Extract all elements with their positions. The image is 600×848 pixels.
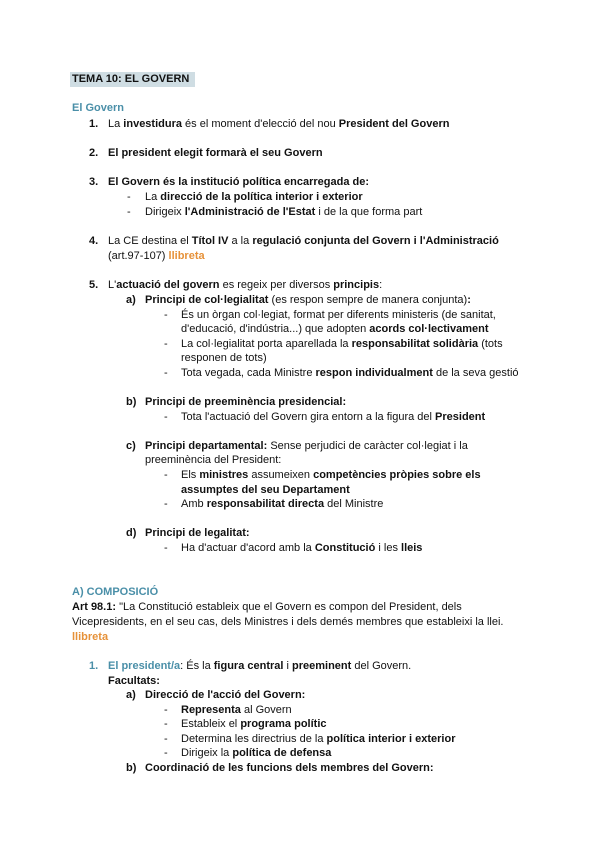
section-heading-composicio: A) COMPOSICIÓ	[72, 586, 159, 598]
faculty-direction: Direcció de l'acció del Govern:	[145, 689, 306, 701]
dash: -	[164, 367, 168, 379]
sub-item-cont: assumptes del seu Departament	[181, 484, 350, 496]
list-number-2: 2.	[89, 147, 99, 159]
sub-item: És un òrgan col·legiat, format per diferents ministeris (de sanitat,	[181, 309, 496, 321]
letter-c: c)	[126, 440, 136, 452]
sub-item: Representa al Govern	[181, 704, 292, 716]
letter-b: b)	[126, 762, 137, 774]
section-heading-el-govern: El Govern	[72, 102, 124, 114]
sub-item: Dirigeix la política de defensa	[181, 747, 332, 759]
dash: -	[164, 747, 168, 759]
list-item-2: El president elegit formarà el seu Govern	[108, 147, 323, 159]
list-item-1: La investidura és el moment d'elecció del nou President del Govern	[108, 118, 450, 130]
sub-item-cont: responen de tots)	[181, 352, 267, 364]
principle-legality: Principi de legalitat:	[145, 527, 250, 539]
article-98-1-cont: Vicepresidents, en el seu cas, dels Ministres i dels demés membres que estableixi la llei.	[72, 616, 504, 628]
principle-departmental: Principi departamental: Sense perjudici de caràcter col·legiat i la	[145, 440, 468, 452]
article-98-1: Art 98.1: "La Constitució estableix que el Govern es compon del President, dels	[72, 601, 462, 613]
list-number-4: 4.	[89, 235, 99, 247]
dash: -	[164, 542, 168, 554]
president-item: El president/a: És la figura central i preeminent del Govern.	[108, 660, 412, 672]
letter-d: d)	[126, 527, 137, 539]
page-title: TEMA 10: EL GOVERN	[70, 72, 195, 87]
notebook-tag: llibreta	[168, 250, 205, 262]
dash: -	[164, 469, 168, 481]
list-number-5: 5.	[89, 279, 99, 291]
letter-a: a)	[126, 294, 136, 306]
principle-collegiality: Principi de col·legialitat (es respon sempre de manera conjunta):	[145, 294, 471, 306]
sub-item-cont: d'educació, d'indústria...) que adopten acords col·lectivament	[181, 323, 489, 335]
sub-item: Els ministres assumeixen competències pròpies sobre els	[181, 469, 481, 481]
list-number-3: 3.	[89, 176, 99, 188]
dash: -	[127, 191, 131, 203]
list-item-4-cont: (art.97-107) llibreta	[108, 250, 205, 262]
facultats-label: Facultats:	[108, 675, 160, 687]
dash: -	[164, 411, 168, 423]
principle-presidential: Principi de preeminència presidencial:	[145, 396, 347, 408]
dash: -	[164, 718, 168, 730]
list-number-1: 1.	[89, 118, 99, 130]
dash: -	[164, 338, 168, 350]
notebook-tag: llibreta	[72, 631, 109, 643]
list-item-4: La CE destina el Títol IV a la regulació conjunta del Govern i l'Administració	[108, 235, 499, 247]
sub-item: La direcció de la política interior i exterior	[145, 191, 363, 203]
letter-a: a)	[126, 689, 136, 701]
sub-item: Estableix el programa polític	[181, 718, 327, 730]
dash: -	[164, 704, 168, 716]
sub-item: Amb responsabilitat directa del Ministre	[181, 498, 384, 510]
list-number-1: 1.	[89, 660, 99, 672]
sub-item: La col·legialitat porta aparellada la responsabilitat solidària (tots	[181, 338, 503, 350]
principle-departmental-cont: preeminència del President:	[145, 454, 282, 466]
dash: -	[164, 498, 168, 510]
dash: -	[164, 733, 168, 745]
sub-item: Dirigeix l'Administració de l'Estat i de la que forma part	[145, 206, 423, 218]
letter-b: b)	[126, 396, 137, 408]
list-item-5: L'actuació del govern es regeix per diversos principis:	[108, 279, 383, 291]
dash: -	[164, 309, 168, 321]
list-item-3: El Govern és la institució política encarregada de:	[108, 176, 370, 188]
sub-item: Tota vegada, cada Ministre respon individualment de la seva gestió	[181, 367, 519, 379]
dash: -	[127, 206, 131, 218]
sub-item: Determina les directrius de la política interior i exterior	[181, 733, 456, 745]
sub-item: Ha d'actuar d'acord amb la Constitució i les lleis	[181, 542, 423, 554]
sub-item: Tota l'actuació del Govern gira entorn a la figura del President	[181, 411, 486, 423]
faculty-coordination: Coordinació de les funcions dels membres del Govern:	[145, 762, 434, 774]
